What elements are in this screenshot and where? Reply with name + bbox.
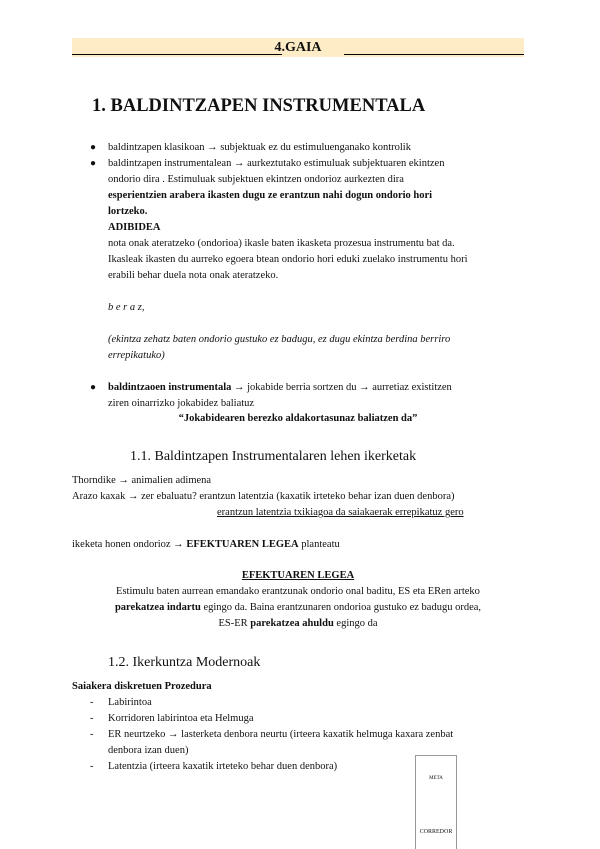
law-line-3-bold: parekatzea ahuldu (250, 618, 334, 629)
law-line-2-bold: parekatzea indartu (114, 602, 201, 613)
conclusion-post: planteatu (298, 539, 340, 550)
bullet-2-bold-line-1: esperientzien arabera ikasten dugu ze erantzun nahi dogun ondorio hori (108, 190, 433, 201)
bullet-dot: ● (90, 382, 97, 393)
law-line-1: Estimulu baten aurrean emandako erantzunak ondorio onal baditu, ES eta ERen arteko (116, 586, 480, 597)
law-title: EFEKTUAREN LEGEA (241, 570, 355, 581)
bullet-1-text: baldintzapen klasikoan → subjektuak ez du estimuluenganako kontrolik (108, 142, 411, 153)
list-item-continuation: denbora izan duen) (108, 745, 189, 756)
maze-figure (415, 755, 457, 849)
example-line-3: erabili behar duela nota onak ateratzeko. (108, 270, 279, 281)
bullet-3-line-1 (108, 380, 452, 396)
procedure-subtitle: Saiakera diskretuen Prozedura (72, 681, 212, 692)
arazo-kaxak-line: Arazo kaxak → zer ebaluatu? erantzun latentzia (kaxatik irteteko behar izan duen denbora) (72, 491, 455, 502)
example-line-2: Ikasleak ikasten du aurreko egoera btean ondorio hori eduki zuelako instrumentu hori (108, 254, 468, 265)
bullet-dot: ● (90, 142, 97, 153)
italic-note-line-2: errepikatuko) (108, 350, 165, 361)
law-line-2 (72, 600, 524, 616)
bullet-3-line-2: ziren oinarrizko jokabidez baliatuz (108, 398, 255, 409)
law-line-3-post: egingo da (333, 618, 378, 629)
list-item: Labirintoa (108, 697, 152, 708)
list-item: Korridoren labirintoa eta Helmuga (108, 713, 254, 724)
section-title: 1. BALDINTZAPEN INSTRUMENTALA (92, 96, 426, 116)
bullet-dot: ● (90, 158, 97, 169)
italic-note-line-1: (ekintza zehatz baten ondorio gustuko ez badugu, ez dugu ekintza berdina berriro (108, 334, 451, 345)
bullet-2-bold-line-2: lortzeko. (108, 206, 148, 217)
figure-top-label: META (429, 776, 443, 781)
latentzia-underlined-line: erantzun latentzia txikiagoa da saiakaerak errepikatuz gero (217, 507, 464, 518)
subsection-title: 1.2. Ikerkuntza Modernoak (108, 655, 261, 670)
list-dash: - (90, 729, 94, 740)
bullet-3-bold: baldintzaoen instrumentala (108, 382, 232, 393)
list-dash: - (90, 761, 94, 772)
law-line-2-rest: egingo da. Baina erantzunaren ondorioa gustuko ez badugu ordea, (200, 602, 482, 613)
quote-text: “Jokabidearen berezko aldakortasunaz baliatzen da” (178, 413, 418, 424)
beraz-text: b e r a z, (108, 302, 145, 313)
figure-corridor-label: CORREDOR (419, 829, 453, 835)
conclusion-line (72, 537, 340, 553)
chapter-header (72, 38, 524, 57)
bullet-2-line-2: ondorio dira . Estimuluak subjektuen ekintzen ondorioz aurkezten dira (108, 174, 404, 185)
list-dash: - (90, 697, 94, 708)
list-item: ER neurtzeko → lasterketa denbora neurtu (irteera kaxatik helmuga kaxara zenbat (108, 729, 454, 740)
chapter-title: 4.GAIA (274, 40, 322, 55)
bullet-3-rest: → jokabide berria sortzen du → aurretiaz existitzen (231, 382, 452, 393)
list-dash: - (90, 713, 94, 724)
subsection-title: 1.1. Baldintzapen Instrumentalaren lehen ikerketak (130, 449, 417, 464)
thorndike-line: Thorndike → animalien adimena (72, 475, 212, 486)
law-line-3 (72, 616, 524, 632)
list-item: Latentzia (irteera kaxatik irteteko behar duen denbora) (108, 761, 338, 772)
conclusion-bold: EFEKTUAREN LEGEA (186, 539, 299, 550)
bullet-2-line-1: baldintzapen instrumentalean → aurkeztutako estimuluak subjektuaren ekintzen (108, 158, 445, 169)
example-label: ADIBIDEA (108, 222, 161, 233)
example-line-1: nota onak ateratzeko (ondorioa) ikasle baten ikasketa prozesua instrumentu bat da. (108, 238, 455, 249)
law-line-3-pre: ES-ER (218, 618, 251, 629)
conclusion-pre: ikeketa honen ondorioz → (72, 539, 187, 550)
